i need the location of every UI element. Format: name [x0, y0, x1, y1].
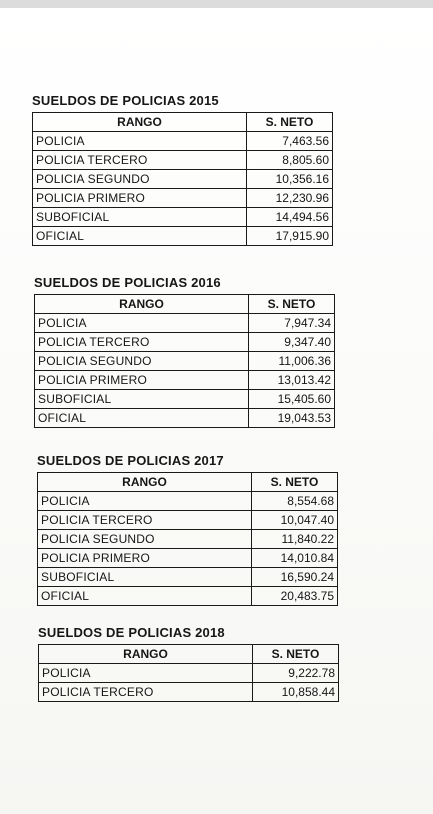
- net-cell: 17,915.90: [247, 227, 333, 246]
- net-cell: 14,010.84: [252, 549, 338, 568]
- rank-cell: SUBOFICIAL: [33, 208, 247, 227]
- rank-cell: POLICIA: [33, 132, 247, 151]
- net-header: S. NETO: [253, 645, 339, 664]
- net-cell: 9,222.78: [253, 664, 339, 683]
- table-header-row: [38, 473, 338, 492]
- table-row: [38, 587, 338, 606]
- table-header-row: [35, 295, 335, 314]
- net-cell: 10,858.44: [253, 683, 339, 702]
- table-row: [33, 151, 333, 170]
- rank-header: RANGO: [38, 473, 252, 492]
- rank-cell: SUBOFICIAL: [38, 568, 252, 587]
- rank-header: RANGO: [35, 295, 249, 314]
- salary-table: [34, 294, 335, 428]
- rank-cell: POLICIA: [39, 664, 253, 683]
- salary-table: [38, 644, 339, 702]
- table-row: [38, 511, 338, 530]
- rank-cell: OFICIAL: [33, 227, 247, 246]
- rank-cell: POLICIA: [35, 314, 249, 333]
- net-cell: 9,347.40: [249, 333, 335, 352]
- table-row: [39, 664, 339, 683]
- section-title: SUELDOS DE POLICIAS 2016: [34, 275, 221, 290]
- salary-section-2017: [37, 452, 338, 606]
- document-page: [0, 8, 433, 814]
- table-header-row: [33, 113, 333, 132]
- net-cell: 10,047.40: [252, 511, 338, 530]
- table-row: [38, 492, 338, 511]
- table-header-row: [39, 645, 339, 664]
- rank-cell: POLICIA PRIMERO: [38, 549, 252, 568]
- net-cell: 11,006.36: [249, 352, 335, 371]
- section-title: SUELDOS DE POLICIAS 2015: [32, 93, 219, 108]
- table-row: [35, 371, 335, 390]
- salary-section-2015: [32, 92, 333, 246]
- salary-table: [37, 472, 338, 606]
- net-cell: 11,840.22: [252, 530, 338, 549]
- salary-section-2018: [38, 624, 339, 702]
- table-row: [35, 409, 335, 428]
- table-row: [35, 314, 335, 333]
- rank-cell: POLICIA TERCERO: [35, 333, 249, 352]
- table-row: [33, 208, 333, 227]
- rank-header: RANGO: [33, 113, 247, 132]
- table-row: [33, 189, 333, 208]
- table-row: [39, 683, 339, 702]
- rank-cell: SUBOFICIAL: [35, 390, 249, 409]
- rank-cell: POLICIA TERCERO: [38, 511, 252, 530]
- net-header: S. NETO: [249, 295, 335, 314]
- rank-cell: POLICIA: [38, 492, 252, 511]
- net-cell: 8,805.60: [247, 151, 333, 170]
- net-cell: 12,230.96: [247, 189, 333, 208]
- rank-header: RANGO: [39, 645, 253, 664]
- net-cell: 10,356.16: [247, 170, 333, 189]
- table-row: [38, 549, 338, 568]
- net-cell: 8,554.68: [252, 492, 338, 511]
- table-row: [35, 333, 335, 352]
- rank-cell: POLICIA SEGUNDO: [35, 352, 249, 371]
- section-title: SUELDOS DE POLICIAS 2017: [37, 453, 224, 468]
- net-cell: 7,463.56: [247, 132, 333, 151]
- salary-table: [32, 112, 333, 246]
- rank-cell: OFICIAL: [35, 409, 249, 428]
- table-row: [35, 352, 335, 371]
- table-row: [35, 390, 335, 409]
- net-header: S. NETO: [247, 113, 333, 132]
- net-cell: 7,947.34: [249, 314, 335, 333]
- rank-cell: POLICIA PRIMERO: [33, 189, 247, 208]
- table-row: [38, 568, 338, 587]
- table-row: [33, 227, 333, 246]
- section-title: SUELDOS DE POLICIAS 2018: [38, 625, 225, 640]
- table-row: [33, 170, 333, 189]
- rank-cell: POLICIA TERCERO: [39, 683, 253, 702]
- net-cell: 14,494.56: [247, 208, 333, 227]
- table-row: [33, 132, 333, 151]
- net-cell: 19,043.53: [249, 409, 335, 428]
- rank-cell: POLICIA SEGUNDO: [33, 170, 247, 189]
- rank-cell: POLICIA TERCERO: [33, 151, 247, 170]
- net-header: S. NETO: [252, 473, 338, 492]
- net-cell: 13,013.42: [249, 371, 335, 390]
- rank-cell: OFICIAL: [38, 587, 252, 606]
- salary-section-2016: [34, 274, 335, 428]
- table-row: [38, 530, 338, 549]
- top-bar: [0, 0, 433, 8]
- net-cell: 16,590.24: [252, 568, 338, 587]
- net-cell: 20,483.75: [252, 587, 338, 606]
- net-cell: 15,405.60: [249, 390, 335, 409]
- rank-cell: POLICIA PRIMERO: [35, 371, 249, 390]
- rank-cell: POLICIA SEGUNDO: [38, 530, 252, 549]
